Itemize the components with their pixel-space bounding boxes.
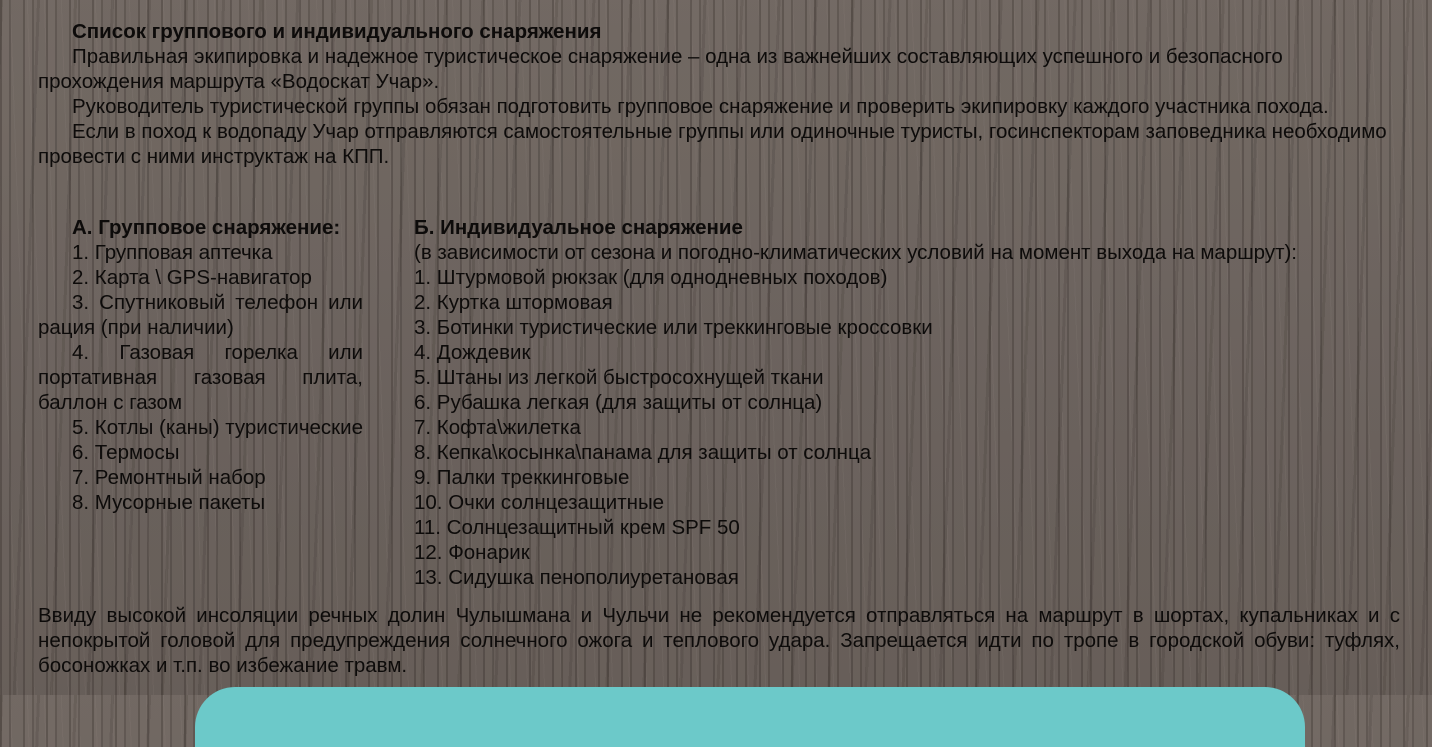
list-item: 6. Термосы xyxy=(72,441,180,464)
list-item: 8. Мусорные пакеты xyxy=(72,491,266,514)
list-item: 1. Групповая аптечка xyxy=(72,241,273,264)
intro-paragraph-3: Если в поход к водопаду Учар отправляются самостоятельные группы или одиночные туристы, госинспекторам заповедника необходимо провести с ними инструктаж на КПП. xyxy=(38,120,1387,168)
list-item: 6. Рубашка легкая (для защиты от солнца) xyxy=(414,391,823,414)
intro-section xyxy=(38,19,1400,169)
list-item: 4. Дождевик xyxy=(414,341,531,364)
individual-equipment-list xyxy=(414,215,1394,590)
list-item: 12. Фонарик xyxy=(414,541,530,564)
group-equipment-heading: А. Групповое снаряжение: xyxy=(72,216,341,239)
list-item: 8. Кепка\косынка\панама для защиты от солнца xyxy=(414,441,872,464)
list-item: 11. Солнцезащитный крем SPF 50 xyxy=(414,516,740,539)
individual-equipment-subheading: (в зависимости от сезона и погодно-климатических условий на момент выхода на маршрут): xyxy=(414,241,1298,264)
intro-paragraph-1: Правильная экипировка и надежное туристическое снаряжение – одна из важнейших составляющих успешного и безопасного прохождения маршрута «Водоскат Учар». xyxy=(38,45,1283,93)
footer-warning: Ввиду высокой инсоляции речных долин Чулышмана и Чульчи не рекомендуется отправляться на маршрут в шортах, купальниках и с непокрытой головой для предупреждения солнечного ожога и теплового удара. Запрещается идти по тропе в городской обуви: туфлях, босоножках и т.п. во избежание травм. xyxy=(38,604,1400,677)
intro-paragraph-2: Руководитель туристической группы обязан подготовить групповое снаряжение и проверить экипировку каждого участника похода. xyxy=(72,95,1329,118)
list-item: 9. Палки треккинговые xyxy=(414,466,630,489)
list-item: 13. Сидушка пенополиуретановая xyxy=(414,566,739,589)
list-item: 1. Штурмовой рюкзак (для однодневных походов) xyxy=(414,266,888,289)
group-equipment-list xyxy=(38,215,363,515)
teal-panel xyxy=(195,687,1305,747)
list-item: 10. Очки солнцезащитные xyxy=(414,491,665,514)
list-item: 5. Штаны из легкой быстросохнущей ткани xyxy=(414,366,824,389)
list-item: 2. Карта \ GPS-навигатор xyxy=(72,266,312,289)
list-item: 3. Спутниковый телефон или рация (при наличии) xyxy=(38,291,363,339)
list-item: 7. Кофта\жилетка xyxy=(414,416,581,439)
list-item: 7. Ремонтный набор xyxy=(72,466,266,489)
list-item: 3. Ботинки туристические или треккинговые кроссовки xyxy=(414,316,933,339)
list-item: 5. Котлы (каны) туристические xyxy=(72,416,363,439)
list-item: 2. Куртка штормовая xyxy=(414,291,613,314)
list-item: 4. Газовая горелка или портативная газовая плита, баллон с газом xyxy=(38,341,363,414)
page-title: Список группового и индивидуального снаряжения xyxy=(72,20,602,43)
individual-equipment-heading: Б. Индивидуальное снаряжение xyxy=(414,216,743,239)
